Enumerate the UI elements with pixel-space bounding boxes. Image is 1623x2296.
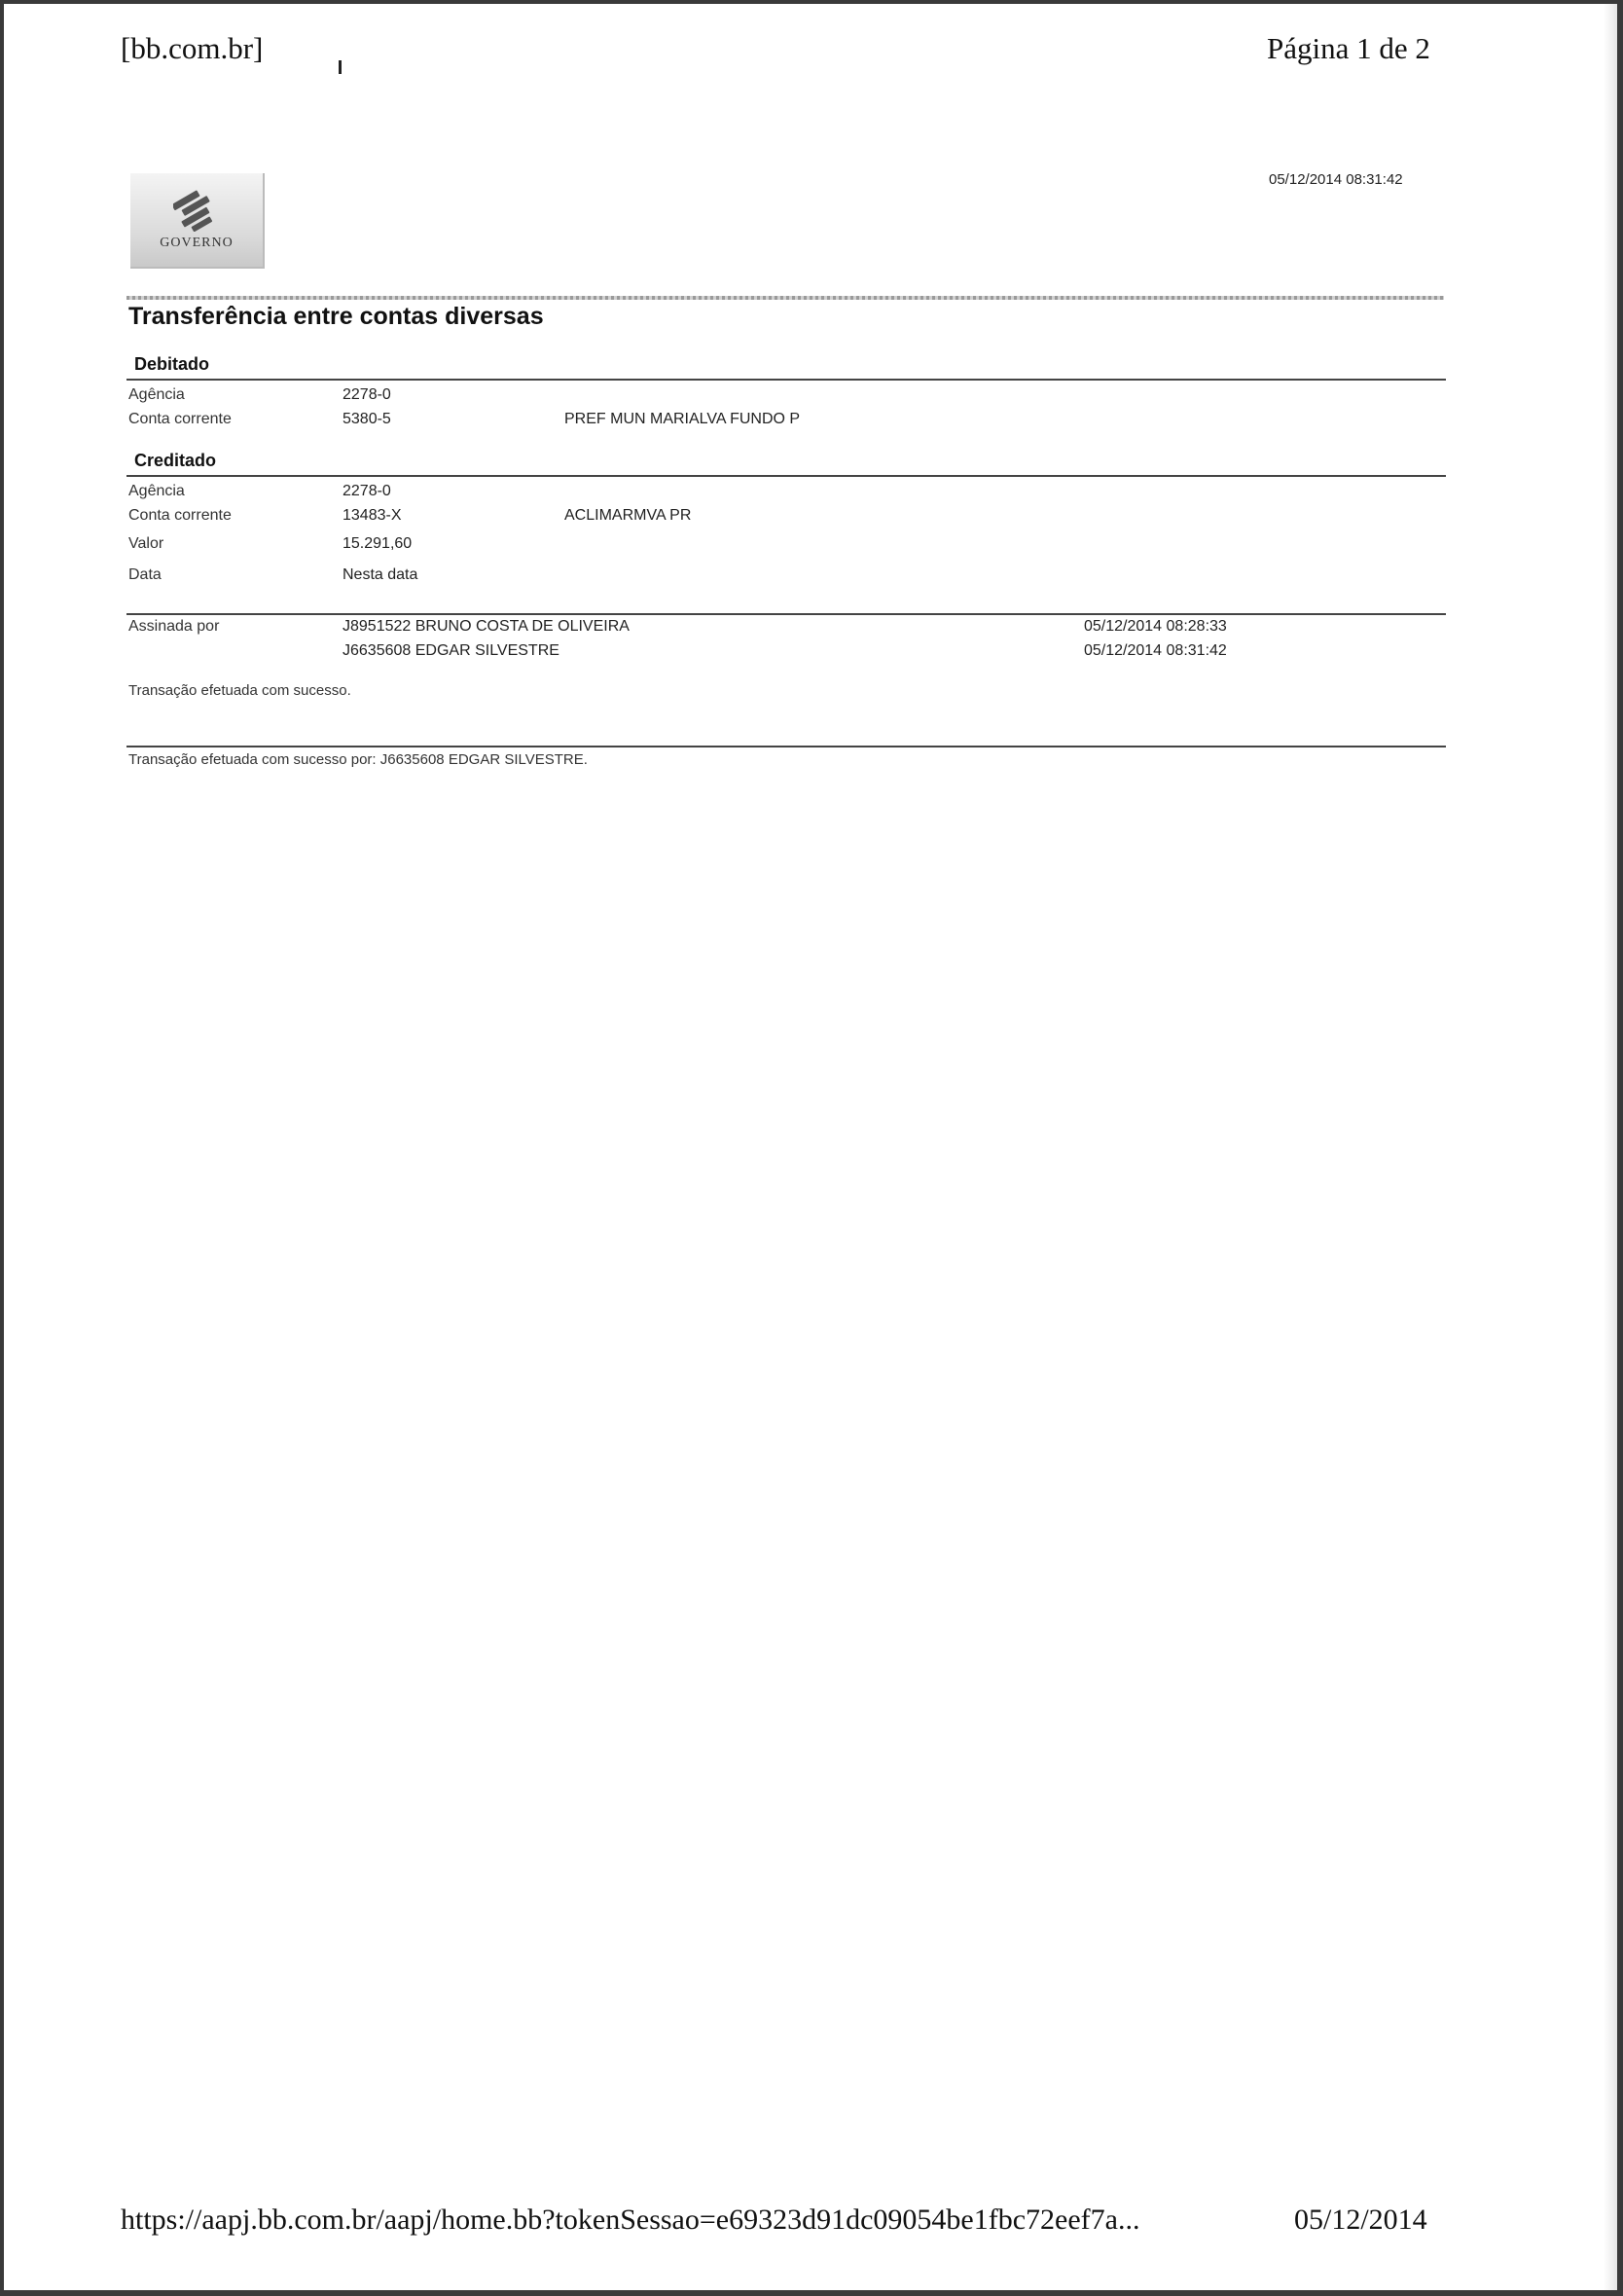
- debit-conta-value: 5380-5: [343, 411, 391, 427]
- credit-agencia-value: 2278-0: [343, 483, 391, 499]
- printed-page: [4, 4, 1617, 2290]
- data-value: Nesta data: [343, 566, 418, 583]
- final-divider: [126, 746, 1446, 747]
- status-message: Transação efetuada com sucesso.: [128, 682, 351, 699]
- debit-agencia-value: 2278-0: [343, 386, 391, 403]
- valor-value: 15.291,60: [343, 535, 413, 552]
- section-debitado-heading: Debitado: [134, 354, 210, 374]
- section-creditado-heading: Creditado: [134, 451, 217, 470]
- credit-conta-value: 13483-X: [343, 507, 402, 524]
- page-title: Transferência entre contas diversas: [128, 303, 544, 330]
- transaction-timestamp: 05/12/2014 08:31:42: [1269, 171, 1403, 188]
- credit-agencia-label: Agência: [128, 483, 185, 499]
- signer-name: J8951522 BRUNO COSTA DE OLIVEIRA: [343, 618, 630, 635]
- section-divider: [126, 475, 1446, 477]
- stray-mark: [339, 60, 342, 74]
- section-divider: [126, 379, 1446, 381]
- print-footer-date: 05/12/2014: [1294, 2204, 1427, 2236]
- governo-logo: [130, 173, 265, 269]
- logo-label: GOVERNO: [160, 236, 234, 250]
- debit-agencia-label: Agência: [128, 386, 185, 403]
- signer-date: 05/12/2014 08:31:42: [1084, 642, 1227, 659]
- valor-label: Valor: [128, 535, 164, 552]
- debit-titular: PREF MUN MARIALVA FUNDO P: [564, 411, 801, 427]
- header-separator: [126, 296, 1444, 300]
- assinada-por-label: Assinada por: [128, 618, 220, 635]
- debit-conta-label: Conta corrente: [128, 411, 232, 427]
- credit-titular: ACLIMARMVA PR: [564, 507, 692, 524]
- signer-name: J6635608 EDGAR SILVESTRE: [343, 642, 559, 659]
- signer-date: 05/12/2014 08:28:33: [1084, 618, 1227, 635]
- data-label: Data: [128, 566, 162, 583]
- print-header-page: Página 1 de 2: [1267, 31, 1430, 65]
- print-footer-url: https://aapj.bb.com.br/aapj/home.bb?tokenSessao=e69323d91dc09054be1fbc72eef7a...: [121, 2204, 1140, 2236]
- credit-conta-label: Conta corrente: [128, 507, 232, 524]
- final-status-message: Transação efetuada com sucesso por: J6635608 EDGAR SILVESTRE.: [128, 751, 588, 768]
- signatures-divider: [126, 613, 1446, 615]
- scan-edge-shadow: [1604, 4, 1617, 2290]
- print-header-source: [bb.com.br]: [121, 31, 264, 65]
- bb-logo-icon: [173, 187, 220, 232]
